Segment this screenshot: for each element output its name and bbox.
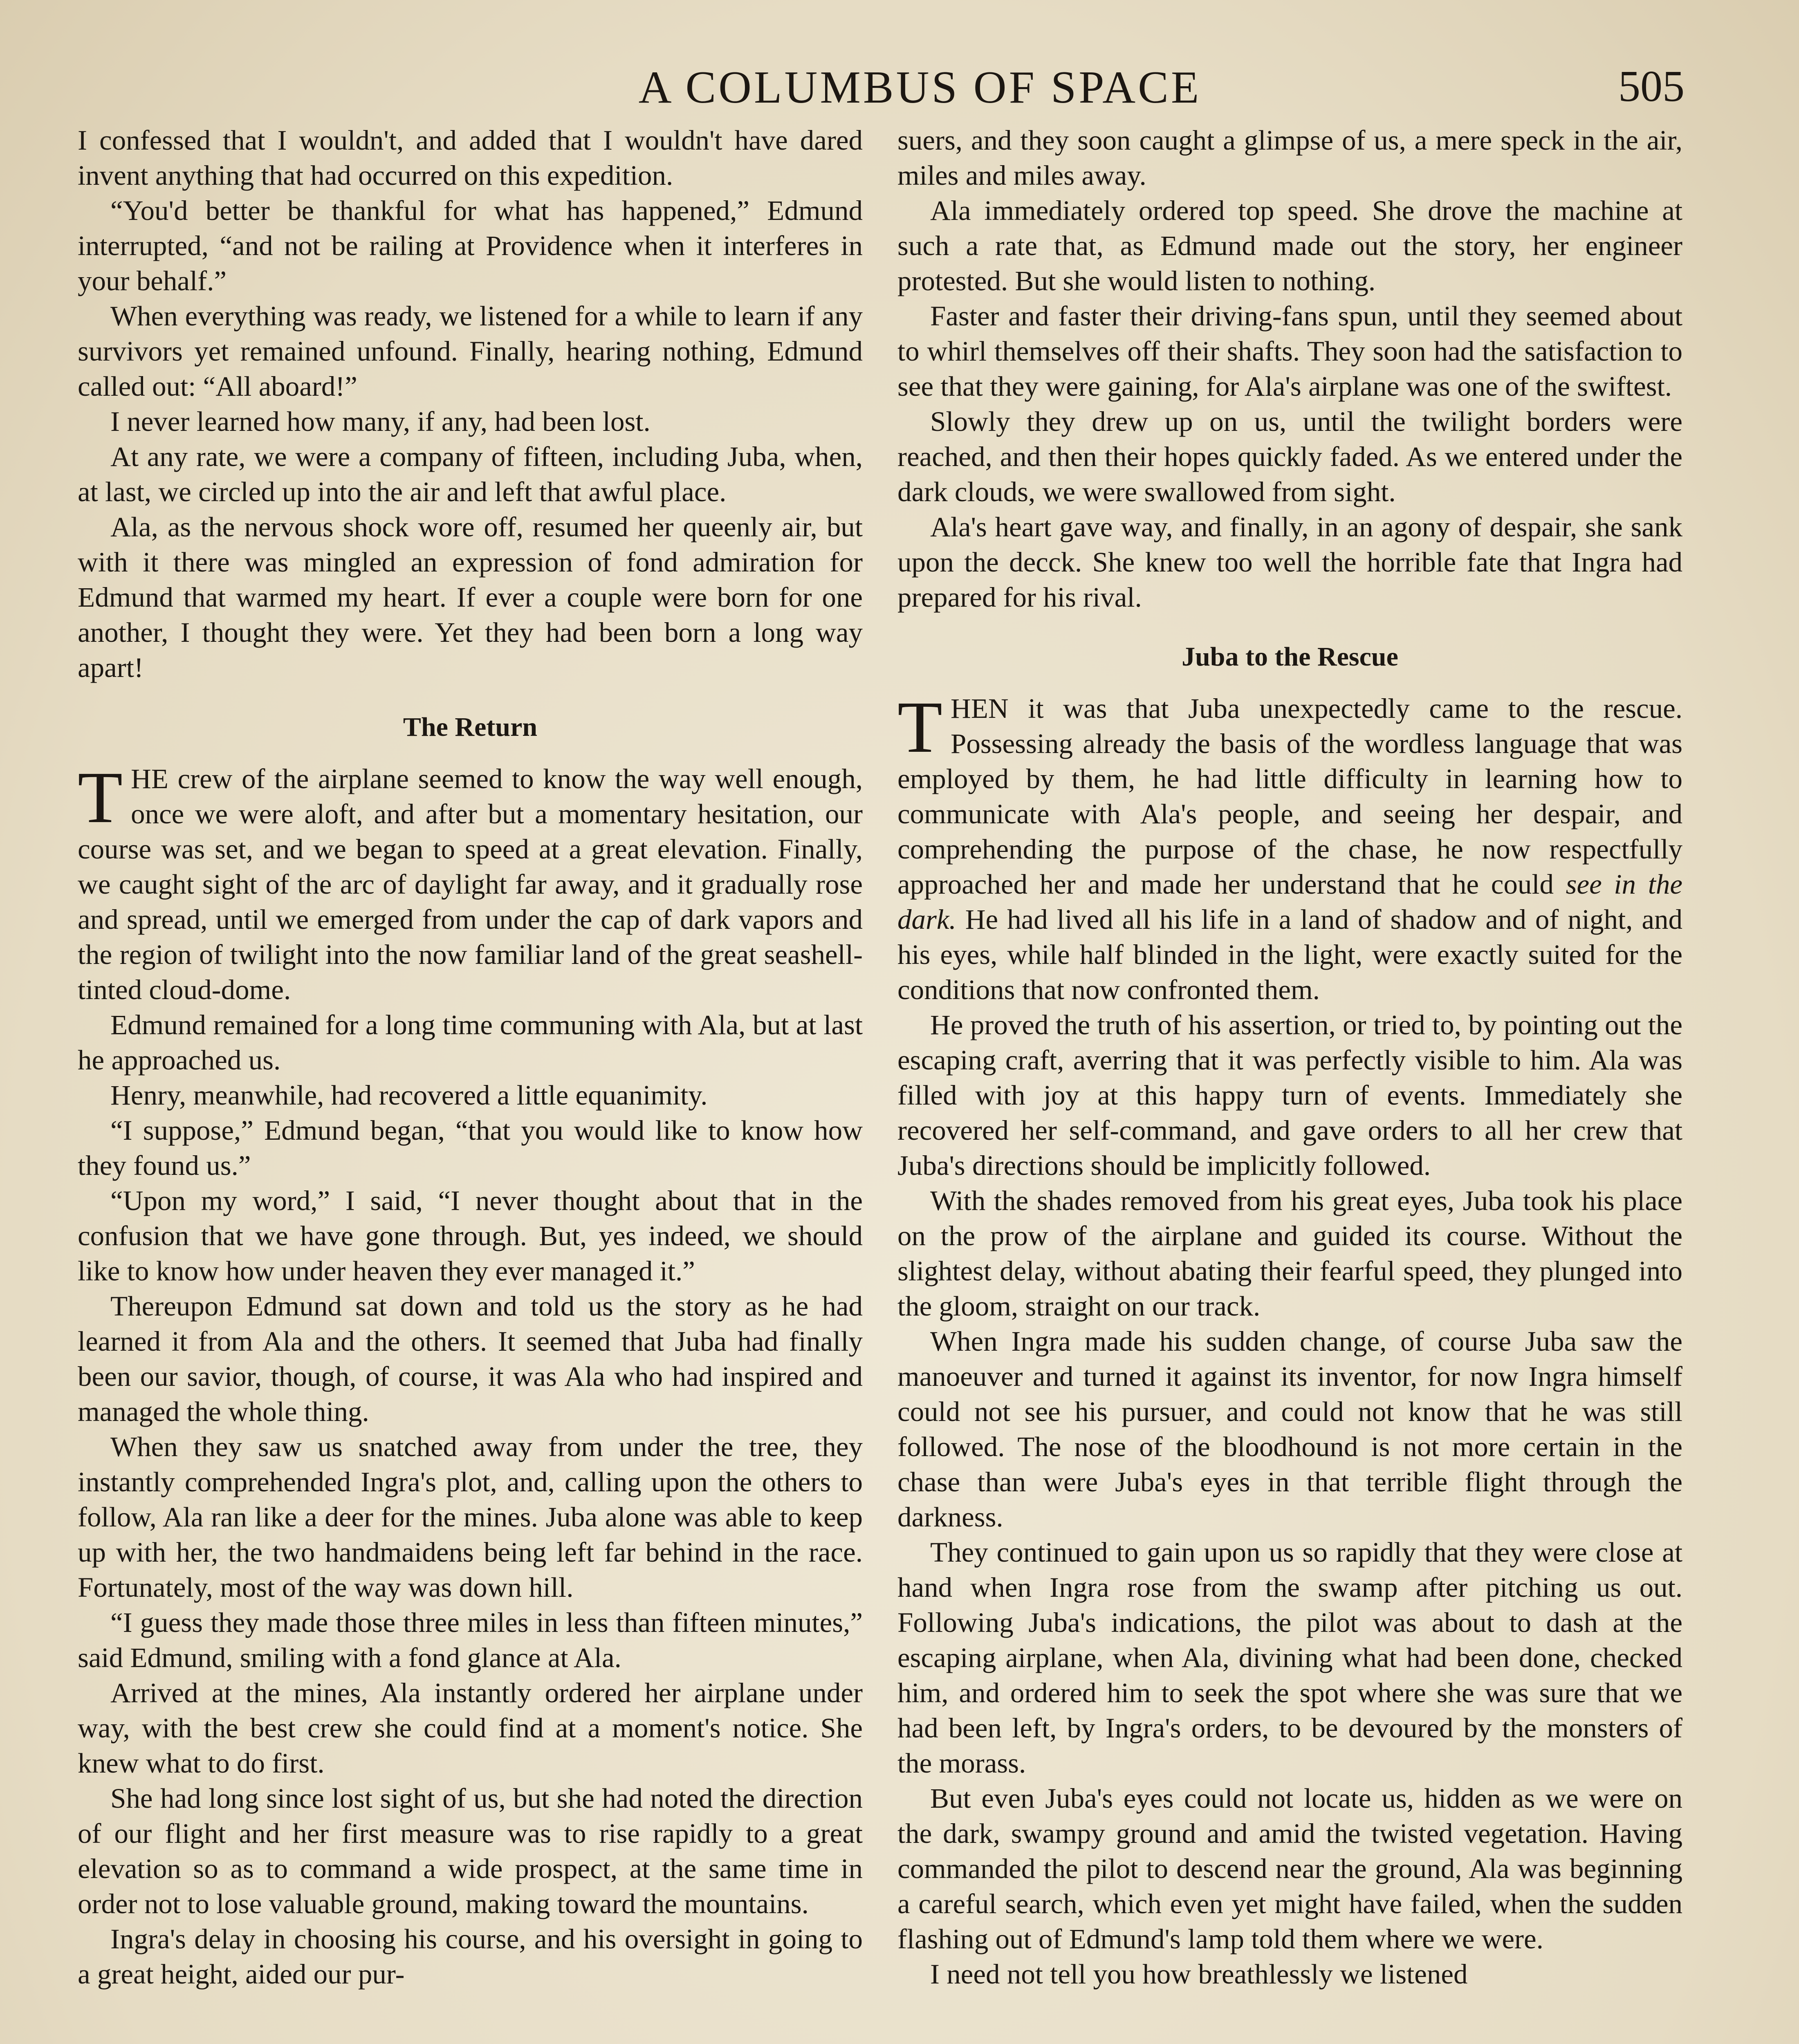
- paragraph: “I suppose,” Edmund began, “that you would like to know how they found us.”: [78, 1115, 863, 1181]
- section-heading: The Return: [403, 712, 538, 742]
- paragraph: I need not tell you how breathlessly we listened: [930, 1959, 1468, 1990]
- italic-phrase: see in the dark.: [897, 869, 1682, 935]
- dropcap-paragraph: [897, 686, 1682, 1007]
- page-header: [0, 61, 1799, 123]
- paragraph: Ala, as the nervous shock wore off, resumed her queenly air, but with it there was mingled an expression of fond admiration for Edmund that warmed my heart. If ever a couple were born for one another, I thought they were. Yet they had been born a long way apart!: [78, 511, 863, 683]
- paragraph: Ingra's delay in choosing his course, and his oversight in going to a great height, aided our pur-: [78, 1923, 863, 1990]
- paragraph: He proved the truth of his assertion, or tried to, by pointing out the escaping craft, averring that it was perfectly visible to him. Ala was filled with joy at this happy turn of events. Immediately she recovered her self-command, and gave orders to all her crew that Juba's directions should be implicitly followed.: [897, 1009, 1682, 1181]
- paragraph: When Ingra made his sudden change, of course Juba saw the manoeuver and turned it against its inventor, for now Ingra himself could not see his pursuer, and could not know that he was still followed. The nose of the bloodhound is not more certain in the chase than were Juba's eyes in that terrible flight through the darkness.: [897, 1326, 1682, 1533]
- drop-cap: T: [897, 686, 942, 768]
- paragraph: She had long since lost sight of us, but she had noted the direction of our flight and her first measure was to rise rapidly to a great elevation so as to command a wide prospect, at the same time in order not to lose valuable ground, making toward the mountains.: [78, 1783, 863, 1919]
- paragraph: With the shades removed from his great eyes, Juba took his place on the prow of the airplane and guided its course. Without the slightest delay, without abating their fearful speed, they plunged into the gloom, straight on our track.: [897, 1185, 1682, 1322]
- paragraph: suers, and they soon caught a glimpse of us, a mere speck in the air, miles and miles away.: [897, 125, 1682, 191]
- dropcap-paragraph: [78, 757, 863, 1007]
- paragraph: I confessed that I wouldn't, and added that I wouldn't have dared invent anything that had occurred on this expedition.: [78, 125, 863, 191]
- dropcap-paragraph-text: HE crew of the airplane seemed to know the way well enough, once we were aloft, and after but a momentary hesitation, our course was set, and we began to speed at a great elevation. Finally, we caught sight of the arc of daylight far away, and it gradually rose and spread, until we emerged from under the cap of dark vapors and the region of twilight into the now familiar land of the great seashell-tinted cloud-dome.: [78, 763, 863, 1005]
- paragraph: When everything was ready, we listened for a while to learn if any survivors yet remained unfound. Finally, hearing nothing, Edmund called out: “All aboard!”: [78, 300, 863, 402]
- paragraph: Ala immediately ordered top speed. She drove the machine at such a rate that, as Edmund made out the story, her engineer protested. But she would listen to nothing.: [897, 195, 1682, 296]
- page-number: 505: [1618, 62, 1685, 111]
- left-column: [78, 123, 863, 1992]
- paragraph: “Upon my word,” I said, “I never thought about that in the confusion that we have gone through. But, yes indeed, we should like to know how under heaven they ever managed it.”: [78, 1185, 863, 1286]
- drop-cap: T: [78, 757, 123, 838]
- paragraph: Faster and faster their driving-fans spun, until they seemed about to whirl themselves off their shafts. They soon had the satisfaction to see that they were gaining, for Ala's airplane was one of the swiftest.: [897, 300, 1682, 402]
- paragraph: I never learned how many, if any, had been lost.: [110, 406, 651, 437]
- paragraph: Henry, meanwhile, had recovered a little equanimity.: [110, 1080, 708, 1111]
- running-title: A COLUMBUS OF SPACE: [638, 62, 1202, 113]
- paragraph: Edmund remained for a long time communing with Ala, but at last he approached us.: [78, 1009, 863, 1076]
- paragraph: Thereupon Edmund sat down and told us the story as he had learned it from Ala and the others. It seemed that Juba had finally been our savior, though, of course, it was Ala who had inspired and managed the whole thing.: [78, 1291, 863, 1427]
- paragraph: But even Juba's eyes could not locate us, hidden as we were on the dark, swampy ground and amid the twisted vegetation. Having commanded the pilot to descend near the ground, Ala was beginning a careful search, which even yet might have failed, when the sudden flashing out of Edmund's lamp told them where we were.: [897, 1783, 1682, 1954]
- dropcap-paragraph-text-end: He had lived all his life in a land of shadow and of night, and his eyes, while half blinded in the light, were exactly suited for the conditions that now confronted them.: [897, 904, 1682, 1005]
- right-column: [897, 123, 1682, 1992]
- paragraph: Slowly they drew up on us, until the twilight borders were reached, and then their hopes quickly faded. As we entered under the dark clouds, we were swallowed from sight.: [897, 406, 1682, 507]
- paragraph: Arrived at the mines, Ala instantly ordered her airplane under way, with the best crew she could find at a moment's notice. She knew what to do first.: [78, 1677, 863, 1779]
- paragraph: They continued to gain upon us so rapidly that they were close at hand when Ingra rose from the swamp after pitching us out. Following Juba's indications, the pilot was about to dash at the escaping airplane, when Ala, divining what had been done, checked him, and ordered him to seek the spot where she was sure that we had been left, by Ingra's orders, to be devoured by the monsters of the morass.: [897, 1537, 1682, 1779]
- section-heading: Juba to the Rescue: [1182, 642, 1398, 672]
- paragraph: “I guess they made those three miles in less than fifteen minutes,” said Edmund, smiling with a fond glance at Ala.: [78, 1607, 863, 1673]
- paragraph: When they saw us snatched away from under the tree, they instantly comprehended Ingra's plot, and, calling upon the others to follow, Ala ran like a deer for the mines. Juba alone was able to keep up with her, the two handmaidens being left far behind in the race. Fortunately, most of the way was down hill.: [78, 1431, 863, 1603]
- paragraph: At any rate, we were a company of fifteen, including Juba, when, at last, we circled up into the air and left that awful place.: [78, 441, 863, 507]
- paragraph: “You'd better be thankful for what has happened,” Edmund interrupted, “and not be railing at Providence when it interferes in your behalf.”: [78, 195, 863, 296]
- paragraph: Ala's heart gave way, and finally, in an agony of despair, she sank upon the decck. She knew too well the horrible fate that Ingra had prepared for his rival.: [897, 511, 1682, 613]
- dropcap-paragraph-text: HEN it was that Juba unexpectedly came to the rescue. Possessing already the basis of the wordless language that was employed by them, he had little difficulty in learning how to communicate with Ala's people, and seeing her despair, and comprehending the purpose of the chase, he now respectfully approached her and made her understand that he could: [897, 693, 1682, 900]
